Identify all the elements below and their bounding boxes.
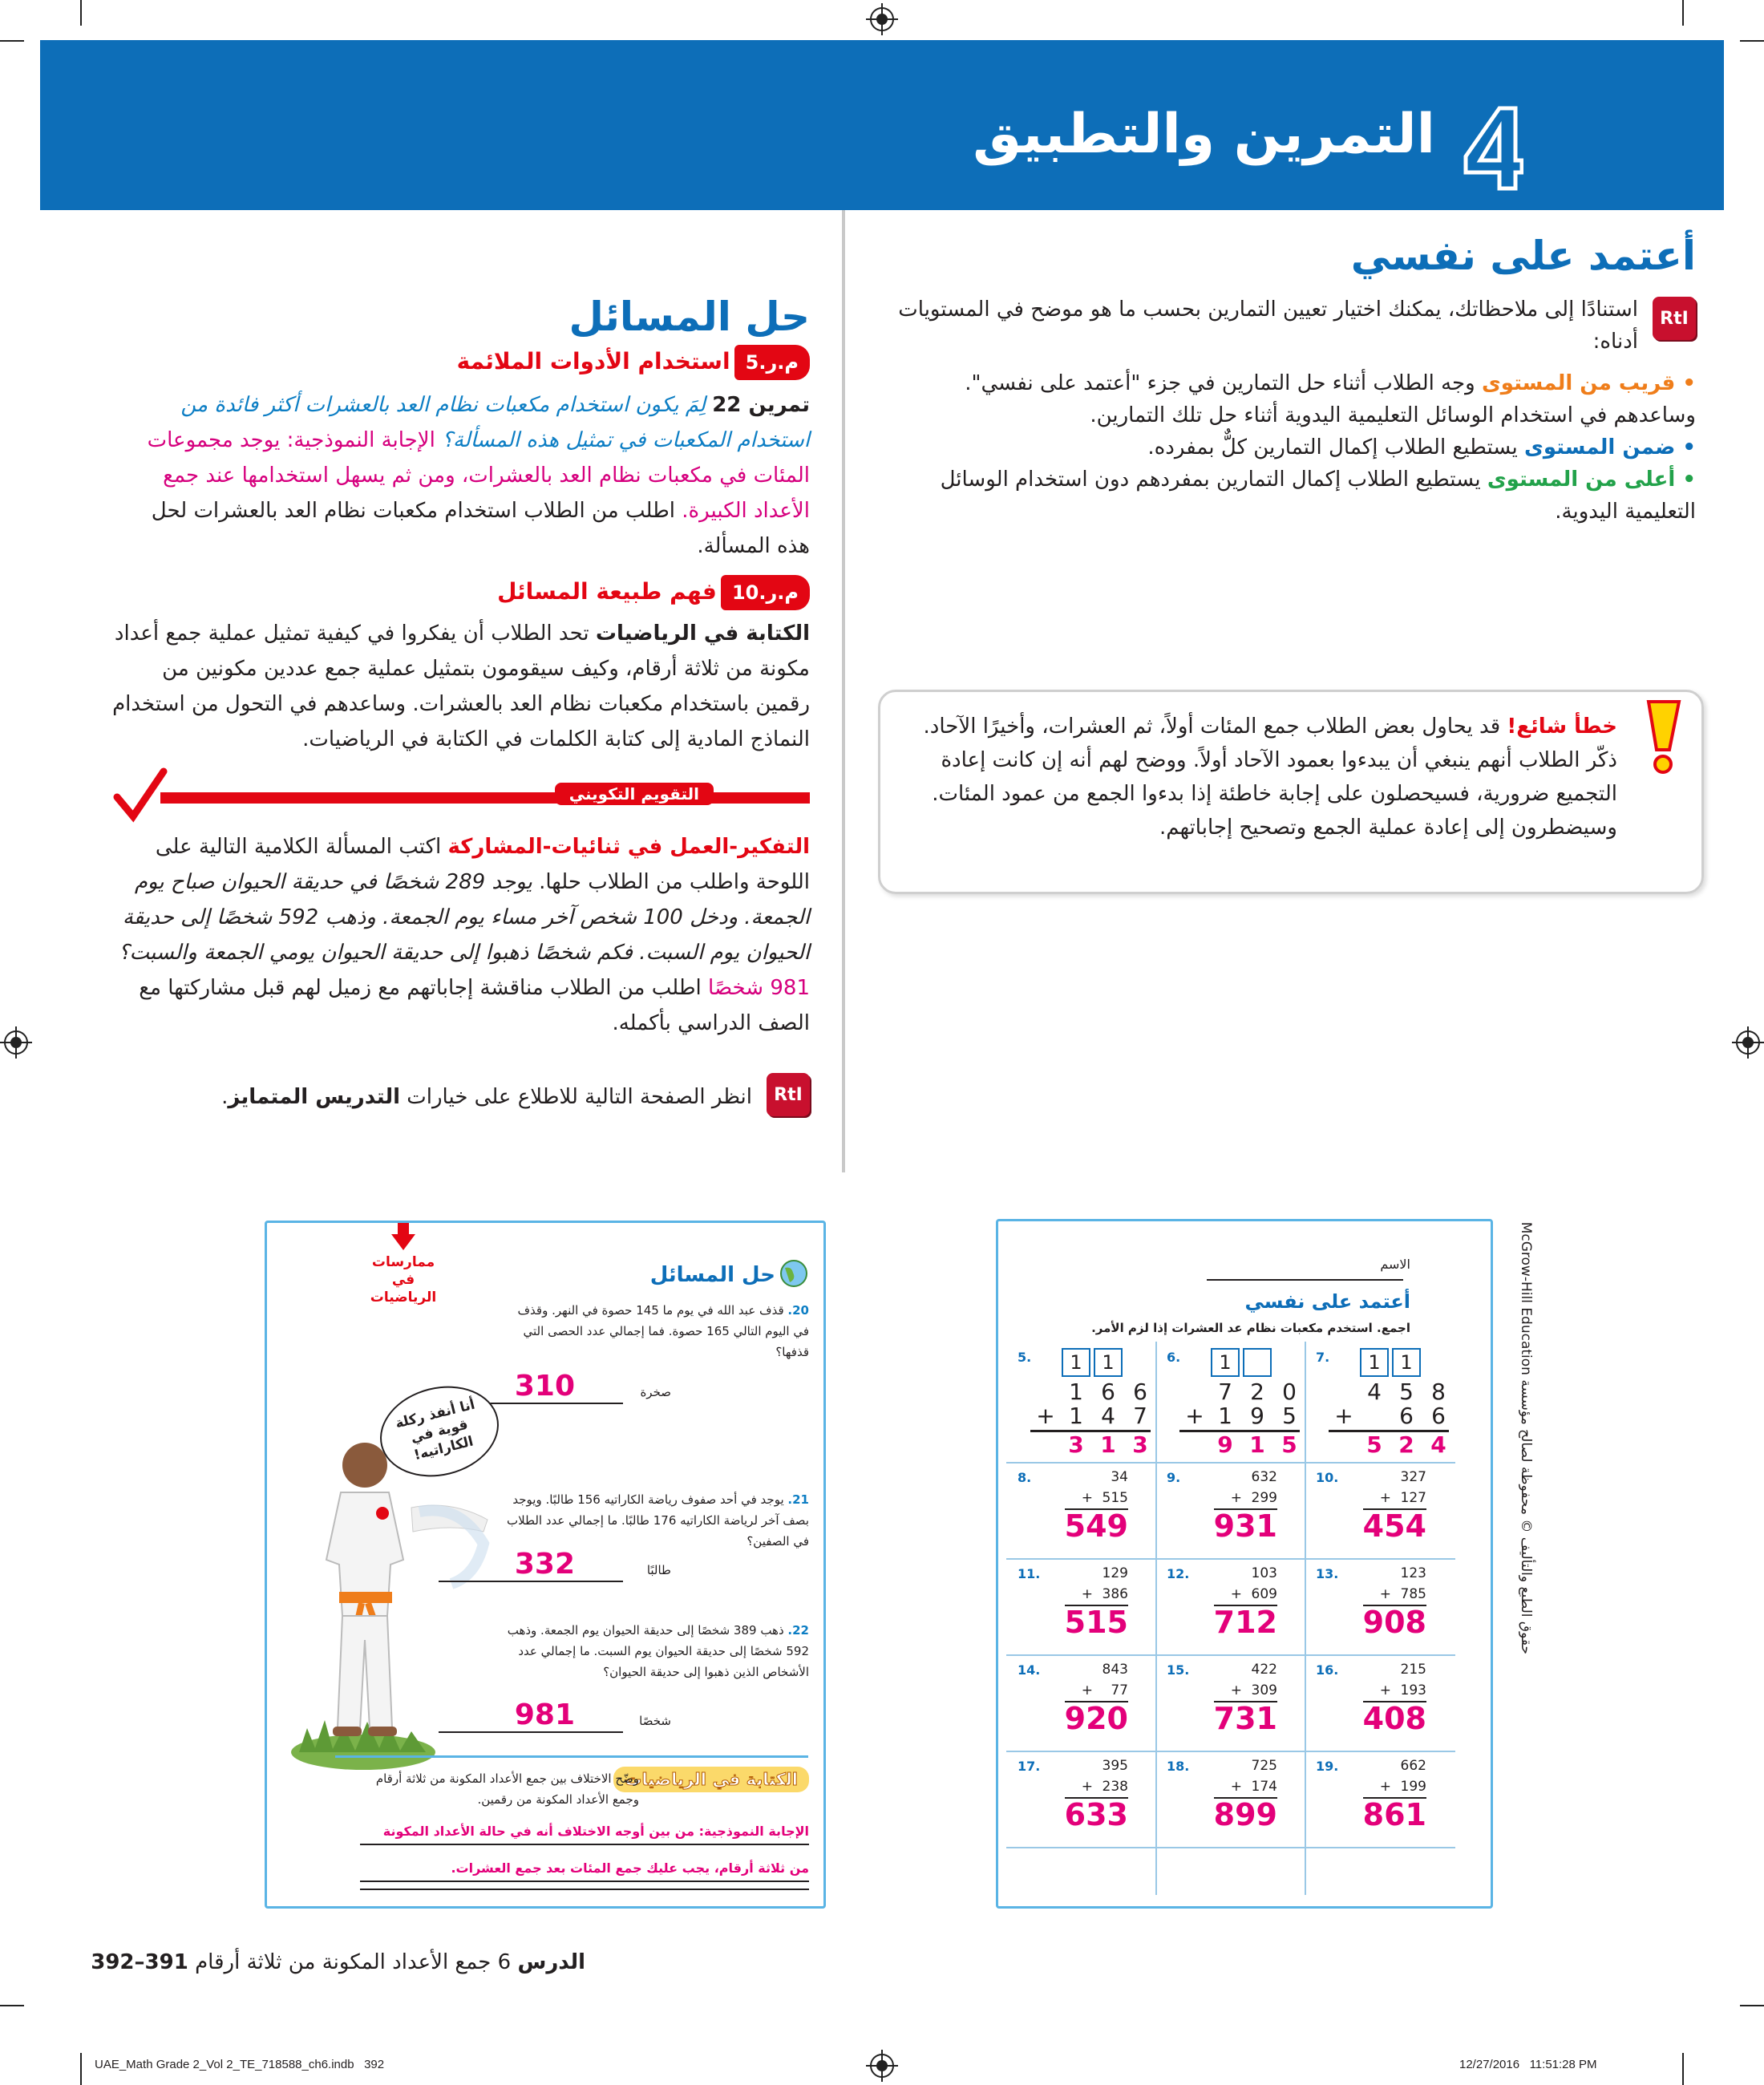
addend-digit: 6 (1431, 1403, 1446, 1429)
writing-answer-line-1: الإجابة النموذجية: من بين أوجه الاختلاف أنه في حالة الأعداد المكونة (360, 1820, 809, 1845)
problem-number: 16. (1316, 1662, 1339, 1678)
addend-top: 662 (1400, 1758, 1426, 1774)
addend-digit: 4 (1101, 1403, 1115, 1429)
think-pair-label: التفكير-العمل في ثنائيات-المشاركة (447, 835, 810, 859)
crop-mark (1682, 0, 1684, 26)
handwritten-answer: 310 (514, 1370, 575, 1403)
handwritten-sum: 454 (1362, 1508, 1426, 1544)
right-column (878, 233, 1696, 528)
sum-digit: 5 (1366, 1431, 1382, 1458)
addend-top: 395 (1102, 1758, 1128, 1774)
publisher-credit (1518, 1221, 1534, 1654)
handwritten-answer: 981 (514, 1698, 575, 1731)
level-on: • ضمن المستوى يستطيع الطلاب إكمال التمارين كلٌّ بمفرده. (1147, 435, 1696, 460)
vertical-addition (1065, 1467, 1128, 1542)
problem-number: 12. (1167, 1566, 1190, 1581)
vertical-addition (1065, 1755, 1128, 1831)
registration-mark-icon (1732, 1026, 1764, 1059)
answer-line (439, 1694, 671, 1733)
practice-badge: م.ر.10 (721, 575, 810, 610)
handwritten-sum: 549 (1064, 1508, 1128, 1544)
worksheet-independent (996, 1219, 1534, 1909)
problem-cell (1305, 1560, 1454, 1654)
problem-cell (1006, 1464, 1155, 1558)
addend-bottom: 199 (1400, 1779, 1426, 1795)
problem-cell (1006, 1752, 1155, 1847)
problem-number: 5. (1018, 1350, 1032, 1365)
level-label: ضمن المستوى (1524, 435, 1676, 460)
addend-digit: 5 (1399, 1379, 1414, 1405)
addend-bottom: 299 (1251, 1490, 1277, 1506)
plus-sign: + (1379, 1586, 1391, 1602)
writing-question: وضّح الاختلاف بين جمع الأعداد المكونة من ثلاثة أرقام وجمع الأعداد المكونة من رقمين. (375, 1771, 639, 1807)
writing-label: الكتابة في الرياضيات (595, 621, 810, 646)
plus-sign: + (1081, 1682, 1093, 1698)
addend-top: 422 (1251, 1662, 1277, 1678)
sum-digit: 1 (1249, 1431, 1265, 1458)
addend-bottom: 174 (1251, 1779, 1277, 1795)
plus-sign: + (1081, 1779, 1093, 1795)
problem-cell (1155, 1464, 1305, 1558)
vertical-addition (1214, 1755, 1277, 1831)
blank-answer-line (360, 1889, 809, 1890)
problem-cell (1006, 1560, 1155, 1654)
grid-line (1006, 1847, 1455, 1848)
footer-pages: 391–392 (91, 1950, 188, 1974)
worksheet-instruction: اجمع. استخدم مكعبات نظام عد العشرات إذا لزم الأمر. (1091, 1321, 1410, 1335)
addend-digit: 1 (1218, 1403, 1232, 1429)
unit-label: صخرة (640, 1385, 671, 1399)
problem-20 (504, 1300, 809, 1362)
name-line (1207, 1279, 1403, 1281)
carry-box[interactable]: 1 (1094, 1348, 1123, 1377)
plus-sign: + (1379, 1779, 1391, 1795)
problem-text: ذهب 389 شخصًا إلى حديقة الحيوان يوم الجمعة. وذهب 592 شخصًا إلى حديقة الحيوان يوم السبت. ما إجمالي عدد الأشخاص الذين ذهبوا إلى حديقة الحيوان؟ (507, 1623, 809, 1679)
problem-number: 17. (1018, 1759, 1041, 1774)
addend-top: 103 (1251, 1565, 1277, 1581)
think-pair-story: يوجد 289 شخصًا في حديقة الحيوان صباح يوم الجمعة. ودخل 100 شخص آخر مساء يوم الجمعة. وذهب 592 شخصًا إلى حديقة الحيوان يوم السبت. فكم شخصًا ذهبوا إلى حديقة الحيوان يومي الجمعة والسبت؟ (118, 870, 810, 965)
crop-mark (0, 2005, 24, 2006)
addend-row (1065, 1680, 1128, 1702)
problem-number: 8. (1018, 1470, 1032, 1485)
left-column: حل المسائل م.ر.5 استخدام الأدوات الملائمة تمرين 22 لِمَ يكون استخدام مكعبات نظام العد بالعشرات أكثر فائدة من استخدام المكعبات في تمثيل هذه المسألة؟ الإجابة النموذجية: يوجد مجموعات المئات في مكعبات نظام العد بالعشرات، ومن ثم يسهل استخدامها عند جمع الأعداد الكبيرة. اطلب من الطلاب استخدام مكعبات نظام العد بالعشرات لحل هذه المسألة. م.ر.10 فهم طبيعة المسائل الكتابة في الرياضيات تحد الطلاب أن يفكروا في كيفية تمثيل عملية جمع أعداد مكونة من ثلاثة أرقام، وكيف سيقومون بتمثيل عملية جمع عددين مكونين من رقمين باستخدام مكعبات نظام العد بالعشرات. وساعدهم في التحول من استخدام النماذج المادية إلى كتابة الكلمات في الكتابة في الرياضيات. التقويم التكويني التفكير-العمل في ثنائيات-المشاركة اكتب المسألة الكلامية التالية على اللوحة واطلب من الطلاب حلها. يوجد 289 شخصًا في حديقة الحيوان صباح يوم الجمعة. ودخل 100 شخص آخر مساء يوم الجمعة. وذهب 592 شخصًا إلى حديقة الحيوان يوم السبت. فكم شخصًا ذهبوا إلى حديقة الحيوان يومي الجمعة والسبت؟ 981 شخصًا اطلب من الطلاب مناقشة إجاباتهم مع زميل لهم قبل مشاركتها مع الصف الدراسي بأكمله. RtI انظر الصفحة التالية للاطلاع على خيارات التدريس المتمايز. (112, 295, 810, 1116)
addend-row (1065, 1488, 1128, 1510)
problem-cell (1006, 1342, 1155, 1462)
addend-bottom: 609 (1251, 1586, 1277, 1602)
footer-lesson-title: جمع الأعداد المكونة من ثلاثة أرقام (195, 1950, 492, 1974)
addend-row (1065, 1584, 1128, 1606)
sum-digit: 9 (1217, 1431, 1233, 1458)
sum-digit: 3 (1132, 1431, 1148, 1458)
level-list (878, 367, 1696, 528)
plus-sign: + (1036, 1403, 1055, 1429)
subheading-sense: فهم طبيعة المسائل (497, 578, 717, 605)
problem-21 (504, 1489, 809, 1552)
addition-grid (1006, 1342, 1455, 1895)
addend-bottom: 515 (1102, 1490, 1128, 1506)
handwritten-sum: 633 (1064, 1797, 1128, 1832)
handwritten-sum: 515 (1064, 1605, 1128, 1640)
slug-right: 12/27/2016 11:51:28 PM (1459, 2058, 1597, 2071)
addend-row (1363, 1776, 1426, 1799)
exclamation-icon (1637, 697, 1685, 777)
addend-row (1214, 1776, 1277, 1799)
addend-digit: 7 (1218, 1379, 1232, 1405)
vertical-addition (1214, 1659, 1277, 1735)
addend-row (1363, 1680, 1426, 1702)
addend-top: 327 (1400, 1469, 1426, 1485)
addend-digit: 9 (1250, 1403, 1264, 1429)
registration-mark-icon (866, 3, 898, 35)
addend-top: 215 (1400, 1662, 1426, 1678)
think-pair-answer: 981 شخصًا (708, 976, 810, 1000)
plus-sign: + (1081, 1490, 1093, 1506)
vertical-addition (1214, 1467, 1277, 1542)
registration-mark-icon (866, 2050, 898, 2082)
assessment-label: التقويم التكويني (555, 783, 714, 805)
answer-line (439, 1544, 671, 1582)
addend-bottom: 77 (1111, 1682, 1128, 1698)
rti-note-bold: التدريس المتمايز (228, 1085, 401, 1109)
level-text: يستطيع الطلاب إكمال التمارين بمفردهم دون استخدام الوسائل التعليمية اليدوية. (940, 468, 1696, 524)
sum-digit: 4 (1430, 1431, 1446, 1458)
exercise-instruction: اطلب من الطلاب استخدام مكعبات نظام العد بالعشرات لحل هذه المسألة. (151, 499, 810, 558)
problem-text: قذف عبد الله في يوم ما 145 حصوة في النهر. وقذف في اليوم التالي 165 حصوة. فما إجمالي عدد الحصى التي قذفها؟ (517, 1303, 809, 1359)
handwritten-sum: 899 (1213, 1797, 1277, 1832)
problem-number: 11. (1018, 1566, 1041, 1581)
think-pair-followup: اطلب من الطلاب مناقشة إجاباتهم مع زميل لهم قبل مشاركتها مع الصف الدراسي بأكمله. (139, 976, 810, 1035)
vertical-addition (1363, 1467, 1426, 1542)
problem-cell (1305, 1656, 1454, 1751)
footer-lesson-number: 6 (497, 1950, 512, 1974)
plus-sign: + (1081, 1586, 1093, 1602)
sum-digit: 2 (1398, 1431, 1414, 1458)
sum-digit: 5 (1281, 1431, 1297, 1458)
addend-digit: 4 (1367, 1379, 1382, 1405)
vertical-addition (1363, 1659, 1426, 1735)
addend-top: 725 (1251, 1758, 1277, 1774)
problem-number: 20. (787, 1303, 809, 1318)
carry-box[interactable]: 1 (1360, 1348, 1389, 1377)
addend-bottom: 309 (1251, 1682, 1277, 1698)
plus-sign: + (1334, 1403, 1353, 1429)
plus-sign: + (1185, 1403, 1204, 1429)
sum-digit: 1 (1100, 1431, 1116, 1458)
think-pair-text: اكتب المسألة الكلامية التالية على اللوحة واطلب من الطلاب حلها. (155, 835, 810, 894)
problem-number: 19. (1316, 1759, 1339, 1774)
addend-bottom: 386 (1102, 1586, 1128, 1602)
problem-number: 21. (787, 1492, 809, 1507)
level-text: وجه الطلاب أثناء حل التمارين في جزء "أعتمد على نفسي". وساعدهم في استخدام الوسائل التعليمية اليدوية أثناء حل تلك التمارين. (965, 371, 1696, 427)
problem-number: 22. (787, 1623, 809, 1638)
worksheet-heading: حل المسائل (649, 1263, 775, 1287)
writing-text: تحد الطلاب أن يفكروا في كيفية تمثيل عملية جمع أعداد مكونة من ثلاثة أرقام، وكيف سيقومون بتمثيل عملية جمع عددين مكونين من رقمين باستخدام مكعبات نظام العد بالعشرات. وساعدهم في التحول من استخدام النماذج المادية إلى كتابة الكلمات في الكتابة في الرياضيات. (112, 621, 810, 751)
plus-sign: + (1230, 1490, 1242, 1506)
name-label: الاسم (1380, 1257, 1410, 1272)
addend-top: 843 (1102, 1662, 1128, 1678)
addend-digit: 5 (1282, 1403, 1297, 1429)
sum-digit: 3 (1068, 1431, 1084, 1458)
practice-badge: م.ر.5 (734, 345, 810, 380)
error-text: قد يحاول بعض الطلاب جمع المئات أولاً، ثم العشرات، وأخيرًا الآحاد. ذكّر الطلاب أنهم ينبغي أن يبدءوا بعمود الآحاد أولاً. ووضح لهم أنه إن كانت إعادة التجميع ضرورية، فسيحصلون على إجابة خاطئة إذا بدءوا الجمع من عمود المئات. وسيضطرون إلى إعادة عملية الجمع وتصحيح إجاباتهم. (923, 715, 1617, 840)
writing-tag: الكتابة في الرياضيات (613, 1767, 809, 1792)
addend-digit: 8 (1431, 1379, 1446, 1405)
vertical-addition (1065, 1659, 1128, 1735)
handwritten-answer: 332 (514, 1548, 575, 1581)
level-label: قريب من المستوى (1481, 371, 1676, 395)
carry-box[interactable] (1243, 1348, 1272, 1377)
problem-number: 7. (1316, 1350, 1330, 1365)
addend-digit: 0 (1282, 1379, 1297, 1405)
addend-bottom: 785 (1400, 1586, 1426, 1602)
problem-number: 13. (1316, 1566, 1339, 1581)
problem-text: يوجد في أحد صفوف رياضة الكاراتيه 156 طالبًا. ويوجد بصف آخر لرياضة الكاراتيه 176 طالبًا. ما إجمالي عدد الطلاب في الصفين؟ (506, 1492, 809, 1549)
rti-icon: RtI (767, 1073, 810, 1116)
carry-box[interactable]: 1 (1062, 1348, 1090, 1377)
rti-intro: استنادًا إلى ملاحظاتك، يمكنك اختيار تعيين التمارين بحسب ما هو موضح في المستويات أدناه: (898, 298, 1638, 354)
handwritten-sum: 731 (1213, 1701, 1277, 1736)
footer-lesson-label: الدرس (517, 1950, 585, 1974)
problem-cell (1155, 1752, 1305, 1847)
problem-cell (1305, 1342, 1454, 1462)
publisher-name: McGrow-Hill Education (1518, 1221, 1534, 1375)
unit-label: طالبًا (646, 1563, 671, 1577)
addend-bottom: 193 (1400, 1682, 1426, 1698)
addend-digit: 6 (1101, 1379, 1115, 1405)
plus-sign: + (1230, 1682, 1242, 1698)
rti-note: انظر الصفحة التالية للاطلاع على خيارات (407, 1085, 752, 1109)
copyright-text: حقوق الطبع والتأليف © محفوظة لصالح مؤسسة (1518, 1379, 1534, 1654)
addend-top: 632 (1251, 1469, 1277, 1485)
plus-sign: + (1230, 1586, 1242, 1602)
addend-top: 123 (1400, 1565, 1426, 1581)
addend-row (1363, 1488, 1426, 1510)
problem-number: 14. (1018, 1662, 1041, 1678)
carry-box[interactable]: 1 (1211, 1348, 1240, 1377)
vertical-addition (1214, 1563, 1277, 1638)
level-label: أعلى من المستوى (1487, 468, 1676, 492)
section-heading-independent: أعتمد على نفسي (1350, 233, 1696, 279)
problem-cell (1305, 1752, 1454, 1847)
addend-top: 34 (1111, 1469, 1128, 1485)
level-beyond: • أعلى من المستوى يستطيع الطلاب إكمال التمارين بمفردهم دون استخدام الوسائل التعليمية اليدوية. (940, 468, 1696, 524)
problem-cell (1305, 1464, 1454, 1558)
crop-mark (0, 40, 24, 42)
addend-digit: 7 (1133, 1403, 1147, 1429)
problem-number: 10. (1316, 1470, 1339, 1485)
column-divider (842, 210, 845, 1172)
carry-box[interactable]: 1 (1392, 1348, 1421, 1377)
practice-label: ممارسات في الرياضيات (370, 1254, 437, 1306)
addend-digit: 6 (1399, 1403, 1414, 1429)
crop-mark (1740, 2005, 1764, 2006)
problem-number: 15. (1167, 1662, 1190, 1678)
addend-bottom: 238 (1102, 1779, 1128, 1795)
addend-digit: 1 (1069, 1379, 1083, 1405)
problem-cell (1155, 1560, 1305, 1654)
slug-left: UAE_Math Grade 2_Vol 2_TE_718588_ch6.indb 392 (95, 2058, 385, 2071)
assessment-bar (112, 781, 810, 821)
problem-number: 6. (1167, 1350, 1181, 1365)
addend-digit: 2 (1250, 1379, 1264, 1405)
unit-label: شخصًا (639, 1714, 671, 1728)
handwritten-sum: 920 (1064, 1701, 1128, 1736)
addend-row (1214, 1680, 1277, 1702)
crop-mark (80, 0, 82, 26)
level-text: يستطيع الطلاب إكمال التمارين كلٌّ بمفرده. (1147, 435, 1518, 460)
addend-bottom: 127 (1400, 1490, 1426, 1506)
exercise-question: لِمَ يكون استخدام مكعبات نظام العد بالعشرات أكثر فائدة من استخدام المكعبات في تمثيل هذه المسألة؟ (180, 393, 810, 452)
page-title: التمرين والتطبيق (973, 103, 1435, 166)
lesson-step-number (1459, 104, 1523, 192)
math-practice-marker (363, 1223, 443, 1306)
crop-mark (1740, 40, 1764, 42)
crop-mark (1682, 2053, 1684, 2085)
addend-digit: 6 (1133, 1379, 1147, 1405)
problem-number: 9. (1167, 1470, 1181, 1485)
checkmark-icon (112, 767, 168, 823)
globe-icon (779, 1258, 809, 1289)
rti-icon: RtI (1653, 297, 1696, 340)
vertical-addition (1065, 1563, 1128, 1638)
header-banner (40, 40, 1724, 210)
error-label: خطأ شائع! (1507, 715, 1617, 739)
crop-mark (80, 2053, 82, 2085)
addend-row (1214, 1488, 1277, 1510)
exercise-label: تمرين 22 (712, 393, 810, 417)
subheading-tools: استخدام الأدوات الملائمة (456, 348, 730, 374)
handwritten-sum: 712 (1213, 1605, 1277, 1640)
problem-number: 18. (1167, 1759, 1190, 1774)
worksheet-heading: أعتمد على نفسي (1244, 1290, 1410, 1313)
page-footer (91, 1950, 585, 1974)
problem-22 (504, 1620, 809, 1682)
vertical-addition (1363, 1755, 1426, 1831)
handwritten-sum: 908 (1362, 1605, 1426, 1640)
vertical-addition (1363, 1563, 1426, 1638)
writing-answer-line-2: من ثلاثة أرقام، يجب عليك جمع المئات بعد جمع العشرات. (360, 1856, 809, 1882)
plus-sign: + (1379, 1682, 1391, 1698)
addend-digit: 1 (1069, 1403, 1083, 1429)
handwritten-sum: 931 (1213, 1508, 1277, 1544)
addend-row (1065, 1776, 1128, 1799)
level-approaching: • قريب من المستوى وجه الطلاب أثناء حل التمارين في جزء "أعتمد على نفسي". وساعدهم في استخدام الوسائل التعليمية اليدوية أثناء حل تلك التمارين. (965, 371, 1696, 427)
addend-row (1363, 1584, 1426, 1606)
problem-cell (1006, 1656, 1155, 1751)
worksheet-problem-solving (265, 1221, 826, 1909)
addend-top: 129 (1102, 1565, 1128, 1581)
handwritten-sum: 861 (1362, 1797, 1426, 1832)
addend-row (1214, 1584, 1277, 1606)
common-error-box (878, 690, 1704, 894)
problem-cell (1155, 1656, 1305, 1751)
plus-sign: + (1230, 1779, 1242, 1795)
problem-cell (1155, 1342, 1305, 1462)
plus-sign: + (1379, 1490, 1391, 1506)
exercise-answer: الإجابة النموذجية: يوجد مجموعات المئات في مكعبات نظام العد بالعشرات، ومن ثم يسهل استخدامها عند جمع الأعداد الكبيرة. (147, 428, 810, 523)
writing-divider (335, 1755, 808, 1758)
handwritten-sum: 408 (1362, 1701, 1426, 1736)
section-heading-problem-solving: حل المسائل (568, 294, 810, 340)
registration-mark-icon (0, 1026, 32, 1059)
speech-text: أنا أنفذ ركلة قوية في الكاراتيه! (393, 1396, 477, 1464)
